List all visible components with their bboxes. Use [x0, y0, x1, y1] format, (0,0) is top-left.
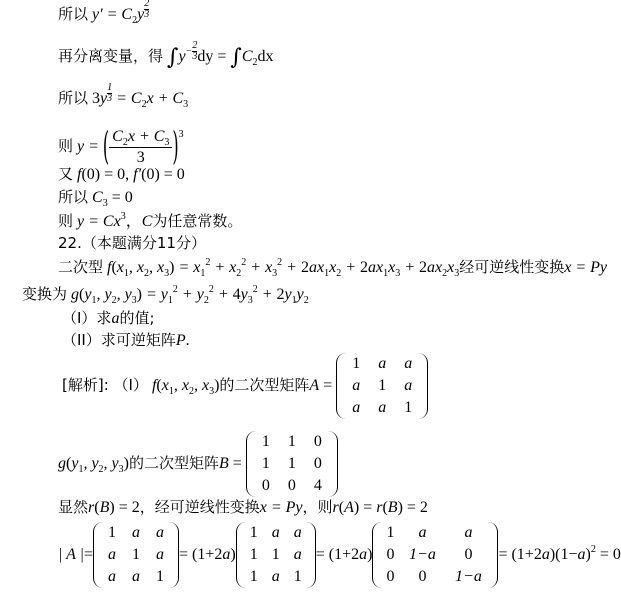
matrix-cell: 1: [249, 546, 258, 564]
matrix-cell: a: [352, 377, 361, 395]
line-3-prefix: 所以: [58, 89, 89, 107]
matrix-cell: 0: [261, 477, 270, 495]
obvious-mid: ，经可逆线性变换: [139, 498, 260, 516]
matrix-cell: a: [293, 546, 302, 564]
matrix-cell: 1: [293, 568, 302, 586]
eq-y-cubed: y = ( $\frac{C_2x + C_3}{3}$ )$^3$: [77, 123, 184, 169]
eq-x-py: x = Py: [564, 259, 608, 276]
matrix-cell: 1: [386, 524, 395, 542]
line-7-suffix: 为任意常数。: [152, 212, 243, 230]
eq-init: f(0) = 0, f′(0) = 0: [77, 166, 185, 183]
rank-line: 显然r(B) = 2，经可逆线性变换x = Py，则r(A) = r(B) = 2: [58, 498, 428, 516]
part-1-suffix: 的值;: [119, 309, 155, 327]
matrix-b: [246, 431, 338, 497]
line-2-text: 再分离变量，得: [58, 47, 164, 65]
part-2-text: （II）求可逆矩阵: [62, 331, 176, 349]
line-4: [58, 123, 184, 169]
eq-3y: 3y $^{\frac{1}{3}}$ = $C_2x + C_3$: [92, 82, 189, 110]
line-7: [58, 211, 242, 232]
matrix-cell: 1: [249, 568, 258, 586]
matrix-cell: a: [132, 524, 141, 542]
matrix-cell: 1: [287, 455, 296, 473]
eq-y-cx3: $y = Cx^3$，C: [77, 211, 153, 230]
matrix-cell: 1: [108, 524, 117, 542]
matrix-cell: a: [418, 524, 427, 542]
line-1-prefix: 所以: [58, 5, 89, 23]
matrix-cell: 1: [261, 455, 270, 473]
eq-f-quadratic: $f(x_1$, $x_2$, $x_3) = x_1^2 + x_2^2 + x_3^2 + 2ax_1x_2 + 2ax_1x_3 + 2ax_2x_3$: [107, 257, 460, 279]
det-3: [372, 522, 498, 588]
matrix-cell: a: [404, 355, 413, 373]
question-line-1: [58, 257, 607, 278]
line-1: [58, 0, 150, 27]
matrix-cell: 1: [156, 568, 165, 586]
matrix-cell: a: [464, 524, 473, 542]
g-matrix-of: 的二次型矩阵: [128, 454, 219, 472]
matrix-cell: 1: [249, 524, 258, 542]
matrix-cell: a: [378, 399, 387, 417]
matrix-cell: 1: [352, 355, 361, 373]
matrix-cell: 0: [464, 546, 473, 564]
matrix-cell: a: [378, 355, 387, 373]
obvious-then: ，则: [302, 498, 333, 516]
solution-matrix-a: [解析]: （I） $f(x_1$, $x_2$, $x_3$)的二次型矩阵A = 1 a a a 1 a a a 1: [62, 350, 428, 421]
question-intro: 二次型: [58, 258, 104, 276]
matrix-cell: 0: [313, 433, 322, 451]
question-mid: 经可逆线性变换: [459, 258, 565, 276]
matrix-a: [336, 353, 428, 419]
matrix-cell: a: [293, 524, 302, 542]
question-line-2-text: 变换为: [22, 285, 68, 303]
question-part-1: （I）求a的值;: [62, 309, 155, 327]
matrix-cell: a: [156, 524, 165, 542]
matrix-cell: a: [352, 399, 361, 417]
line-7-prefix: 则: [58, 212, 74, 230]
solution-matrix-of: 的二次型矩阵: [219, 376, 310, 394]
line-6: [58, 187, 133, 208]
matrix-cell: 0: [287, 477, 296, 495]
matrix-cell: 1−a: [455, 568, 482, 586]
matrix-cell: 1: [378, 377, 387, 395]
question-part-2: （II）求可逆矩阵P.: [62, 331, 190, 349]
line-3: [58, 82, 189, 111]
det-1: [93, 522, 179, 588]
line-6-prefix: 所以: [58, 188, 89, 206]
line-4-prefix: 则: [58, 137, 74, 155]
eq-y-prime: $y' = C_2y$ $^{\frac{2}{3}}$: [92, 0, 150, 26]
matrix-cell: 1: [132, 546, 141, 564]
matrix-cell: a: [108, 568, 117, 586]
question-number: 22.（本题满分11分）: [58, 234, 206, 252]
matrix-cell: 4: [313, 477, 322, 495]
eq-integral: $\int y^{- \frac{2}{3}}$ dy = $\int C_2dx$: [167, 40, 274, 70]
part-1-text: （I）求: [62, 309, 112, 327]
matrix-cell: a: [271, 568, 280, 586]
matrix-cell: a: [132, 568, 141, 586]
solution-label: [解析]: （I）: [62, 376, 148, 394]
matrix-cell: 0: [386, 568, 395, 586]
matrix-cell: 0: [418, 568, 427, 586]
solution-matrix-b: $g(y_1$, $y_2$, $y_3$)的二次型矩阵B = 1 1 0 1 1 0 0 0 4: [58, 428, 338, 499]
det-2: [236, 522, 316, 588]
matrix-cell: 1: [261, 433, 270, 451]
matrix-cell: 1: [287, 433, 296, 451]
matrix-cell: 1: [271, 546, 280, 564]
matrix-cell: a: [271, 524, 280, 542]
matrix-cell: a: [404, 377, 413, 395]
determinant-line: | A |= 1 a a a 1 a a a 1 = (1+2a) 1 a a 1 1 a 1 a 1 = (1+2a) 1 a a 0 1−a 0 0 0 1−a = $(1+2a)(1-a)^2 = 0$: [58, 520, 621, 590]
line-5: [58, 164, 185, 185]
matrix-cell: a: [108, 546, 117, 564]
eq-g-quadratic: $g(y_1$, $y_2$, $y_3) = y_1^2 + y_2^2 + 4y_3^2 + 2y_1y_2$: [71, 284, 309, 306]
matrix-cell: 1−a: [409, 546, 436, 564]
matrix-cell: 0: [386, 546, 395, 564]
matrix-cell: 0: [313, 455, 322, 473]
question-line-2: [22, 284, 309, 305]
matrix-cell: a: [156, 546, 165, 564]
line-5-prefix: 又: [58, 165, 74, 183]
matrix-cell: 1: [404, 399, 413, 417]
line-2: [58, 40, 274, 70]
obvious-text: 显然: [58, 498, 89, 516]
eq-c3: $C_3 = 0$: [92, 189, 133, 209]
